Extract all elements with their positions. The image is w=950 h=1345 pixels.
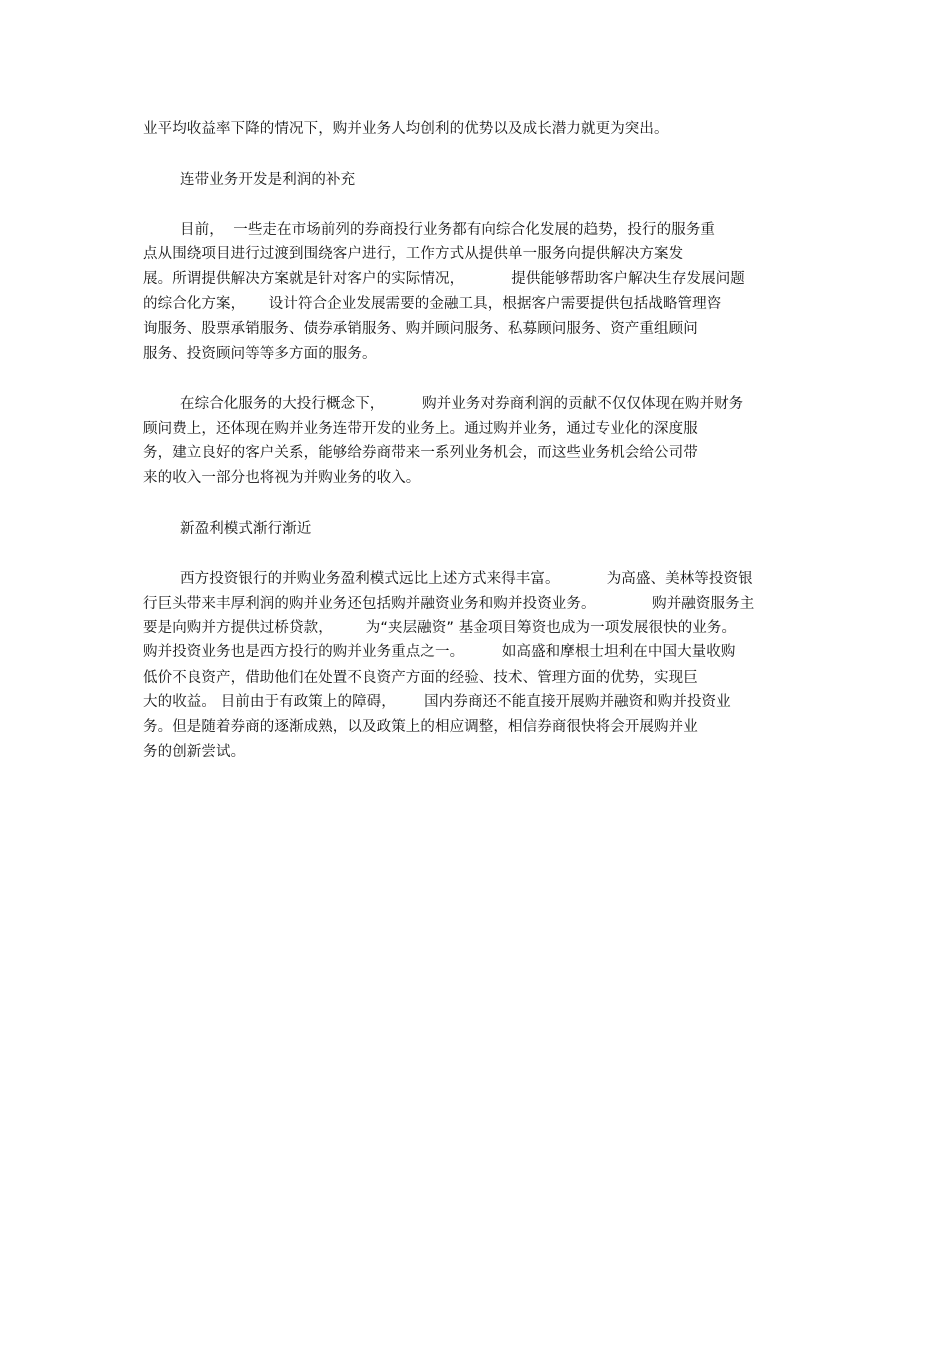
section-heading: 连带业务开发是利润的补充: [180, 172, 356, 188]
body-text-line: 的综合化方案， 设计符合企业发展需要的金融工具，根据客户需要提供包括战略管理咨: [143, 296, 722, 312]
body-text-line: 业平均收益率下降的情况下，购并业务人均创利的优势以及成长潜力就更为突出。: [143, 121, 669, 137]
body-text-line: 务的创新尝试。: [143, 744, 246, 760]
body-text-line: 点从围绕项目进行过渡到围绕客户进行，工作方式从提供单一服务向提供解决方案发: [143, 246, 684, 262]
body-text-line: 低价不良资产，借助他们在处置不良资产方面的经验、技术、管理方面的优势，实现巨: [143, 670, 698, 686]
body-text-line: 要是向购并方提供过桥贷款， 为“夹层融资” 基金项目筹资也成为一项发展很快的业务。: [143, 620, 737, 636]
section-heading: 新盈利模式渐行渐近: [180, 521, 312, 537]
body-text-line: 顾问费上，还体现在购并业务连带开发的业务上。通过购并业务，通过专业化的深度服: [143, 421, 698, 437]
body-text-line: 询服务、股票承销服务、债券承销服务、购并顾问服务、私募顾问服务、资产重组顾问: [143, 321, 698, 337]
body-text-line: 西方投资银行的并购业务盈利模式远比上述方式来得丰富。 为高盛、美林等投资银: [180, 571, 753, 587]
body-text-line: 来的收入一部分也将视为并购业务的收入。: [143, 470, 421, 486]
body-text-line: 展。所谓提供解决方案就是针对客户的实际情况， 提供能够帮助客户解决生存发展问题: [143, 271, 745, 287]
body-text-line: 服务、投资顾问等等多方面的服务。: [143, 346, 377, 362]
body-text-line: 购并投资业务也是西方投行的购并业务重点之一。 如高盛和摩根士坦利在中国大量收购: [143, 644, 736, 660]
body-text-line: 目前， 一些走在市场前列的券商投行业务都有向综合化发展的趋势，投行的服务重: [180, 222, 716, 238]
body-text-line: 行巨头带来丰厚利润的购并业务还包括购并融资业务和购并投资业务。 购并融资服务主: [143, 596, 755, 612]
body-text-line: 务，建立良好的客户关系，能够给券商带来一系列业务机会，而这些业务机会给公司带: [143, 445, 698, 461]
body-text-line: 大的收益。 目前由于有政策上的障碍， 国内券商还不能直接开展购并融资和购并投资业: [143, 694, 731, 710]
body-text-line: 务。但是随着券商的逐渐成熟，以及政策上的相应调整，相信券商很快将会开展购并业: [143, 719, 698, 735]
body-text-line: 在综合化服务的大投行概念下， 购并业务对券商利润的贡献不仅仅体现在购并财务: [180, 396, 744, 412]
